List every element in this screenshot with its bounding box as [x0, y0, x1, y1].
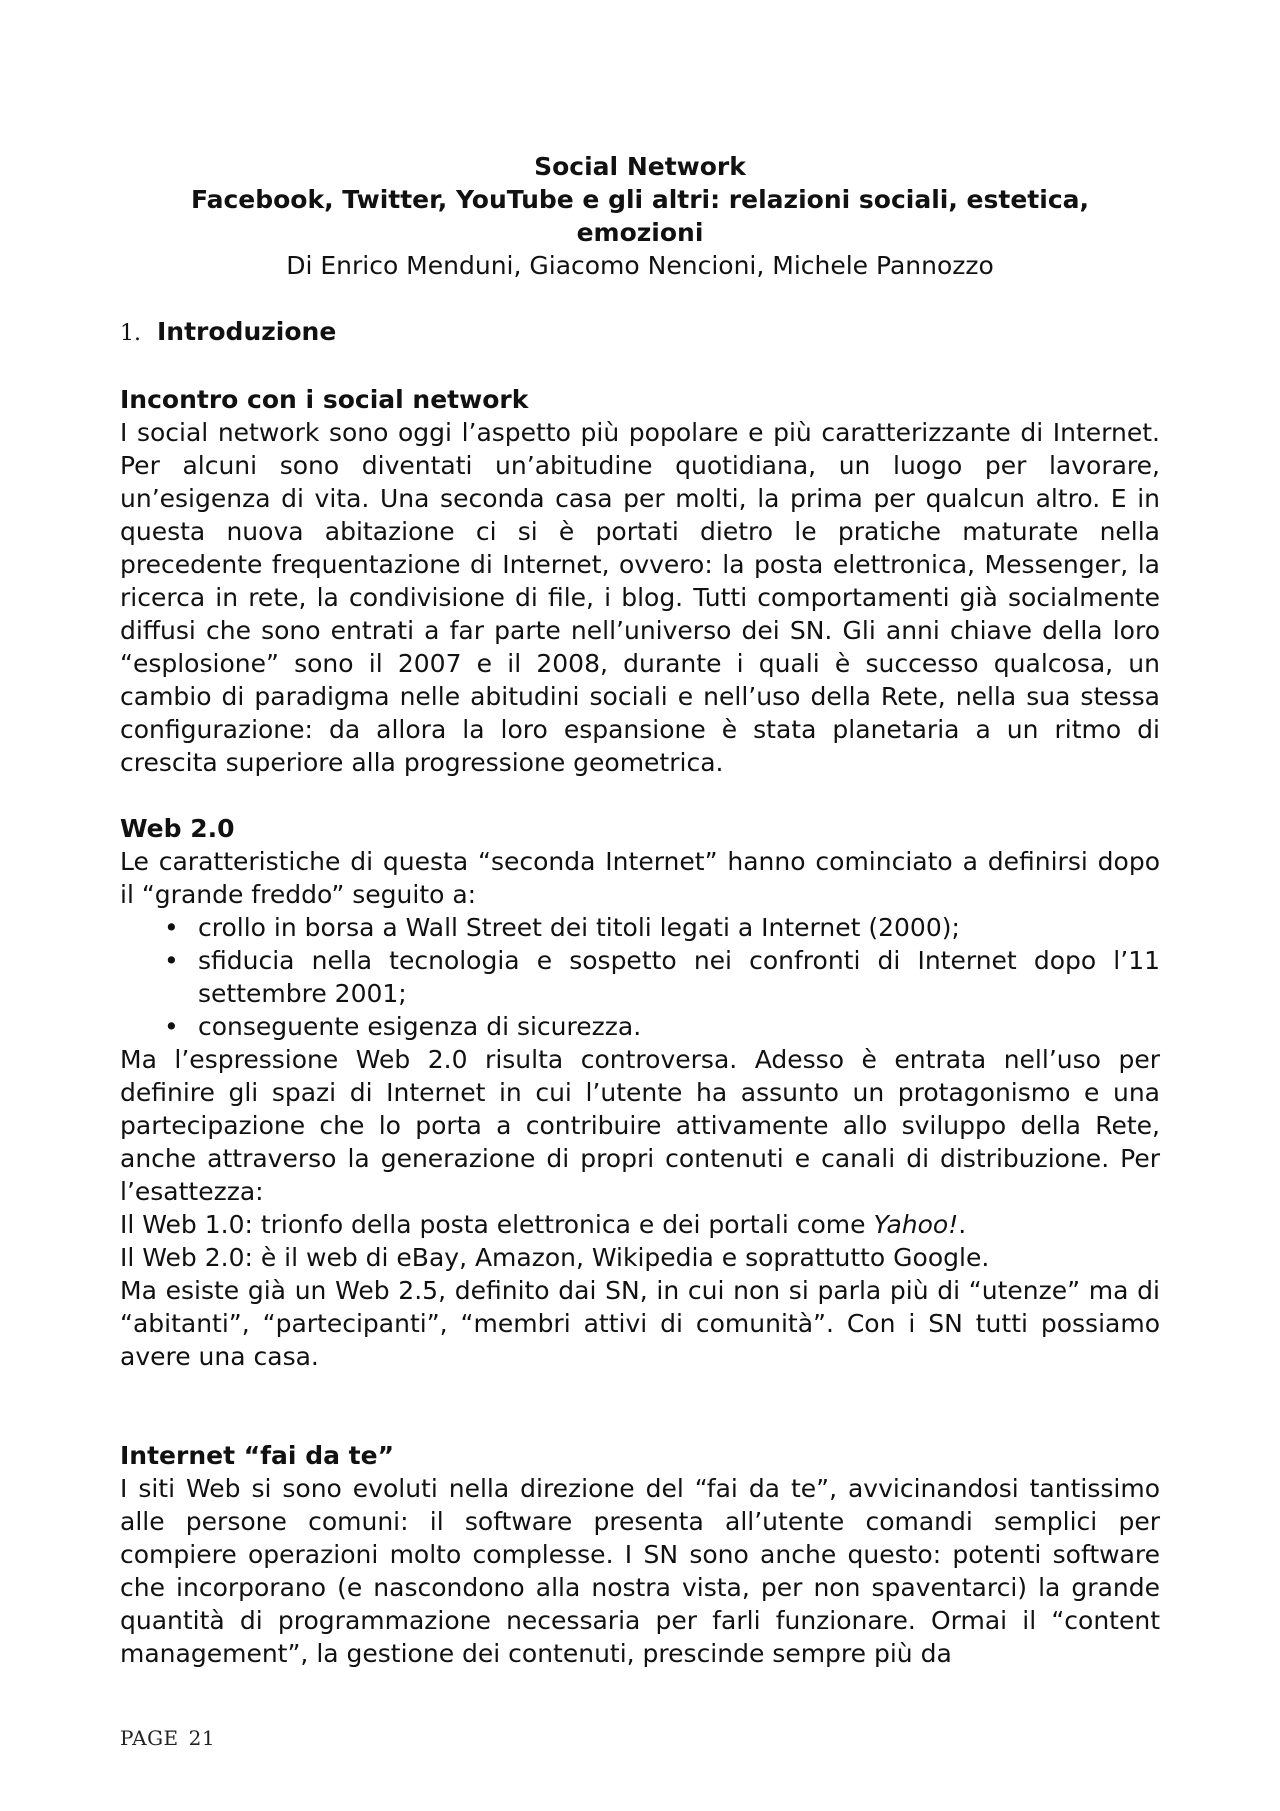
page-number: 21 — [188, 1726, 216, 1750]
page-footer — [120, 1726, 215, 1750]
web10-prefix: Il Web 1.0: trionfo della posta elettronica e dei portali come — [120, 1210, 874, 1239]
section-heading — [120, 315, 1160, 350]
bullet-list — [120, 911, 1160, 1043]
line-web10 — [120, 1208, 1160, 1241]
title-block — [120, 150, 1160, 282]
web10-suffix: . — [958, 1210, 967, 1239]
page-label: PAGE — [120, 1726, 179, 1750]
line-web20: Il Web 2.0: è il web di eBay, Amazon, Wikipedia e soprattutto Google. — [120, 1243, 990, 1272]
document-title: Social Network — [534, 152, 746, 181]
paragraph-web25: Ma esiste già un Web 2.5, definito dai SN, in cui non si parla più di “utenze” ma di “abitanti”, “partecipanti”, “membri attivi di comunità”. Con i SN tutti possiamo avere una casa. — [120, 1276, 1160, 1371]
heading-fai-da-te: Internet “fai da te” — [120, 1441, 394, 1470]
paragraph-web20-controversa: Ma l’espressione Web 2.0 risulta controversa. Adesso è entrata nell’uso per definire gli spazi di Internet in cui l’utente ha assunto un protagonismo e una partecipazione che lo porta a contribuire attivamente allo sviluppo della Rete, anche attraverso la generazione di propri contenuti e canali di distribuzione. Per l’esattezza: — [120, 1045, 1160, 1206]
list-item: • sfiducia nella tecnologia e sospetto nei confronti di Internet dopo l’11 settembre 2001; — [198, 944, 1160, 1010]
paragraph-fai-da-te: I siti Web si sono evoluti nella direzione del “fai da te”, avvicinandosi tantissimo alle persone comuni: il software presenta all’utente comandi semplici per compiere operazioni molto complesse. I SN sono anche questo: potenti software che incorporano (e nascondono alla nostra vista, per non spaventarci) la grande quantità di programmazione necessaria per farli funzionare. Ormai il “content management”, la gestione dei contenuti, prescinde sempre più da — [120, 1474, 1160, 1668]
document-subtitle-line-2: emozioni — [576, 218, 704, 247]
document-page — [120, 150, 1160, 1670]
list-item: • conseguente esigenza di sicurezza. — [198, 1010, 1160, 1043]
heading-web20: Web 2.0 — [120, 814, 235, 843]
paragraph-incontro: I social network sono oggi l’aspetto più popolare e più caratterizzante di Internet. Per alcuni sono diventati un’abitudine quotidiana, un luogo per lavorare, un’esigenza di vita. Una seconda casa per molti, la prima per qualcun altro. E in questa nuova abitazione ci si è portati dietro le pratiche maturate nella precedente frequentazione di Internet, ovvero: la posta elettronica, Messenger, la ricerca in rete, la condivisione di file, i blog. Tutti comportamenti già socialmente diffusi che sono entrati a far parte nell’universo dei SN. Gli anni chiave della loro “esplosione” sono il 2007 e il 2008, durante i quali è successo qualcosa, un cambio di paradigma nelle abitudini sociali e nell’uso della Rete, nella sua stessa configurazione: da allora la loro espansione è stata planetaria a un ritmo di crescita superiore alla progressione geometrica. — [120, 418, 1160, 777]
authors-line: Di Enrico Menduni, Giacomo Nencioni, Michele Pannozzo — [286, 251, 994, 280]
section-number: 1. — [120, 321, 141, 346]
list-item: • crollo in borsa a Wall Street dei titoli legati a Internet (2000); — [198, 911, 1160, 944]
document-subtitle-line-1: Facebook, Twitter, YouTube e gli altri: relazioni sociali, estetica, — [190, 185, 1090, 214]
heading-incontro: Incontro con i social network — [120, 385, 529, 414]
section-title: Introduzione — [157, 317, 337, 346]
paragraph-web20-intro: Le caratteristiche di questa “seconda Internet” hanno cominciato a definirsi dopo il “grande freddo” seguito a: — [120, 847, 1160, 909]
yahoo-italic: Yahoo! — [873, 1210, 959, 1239]
